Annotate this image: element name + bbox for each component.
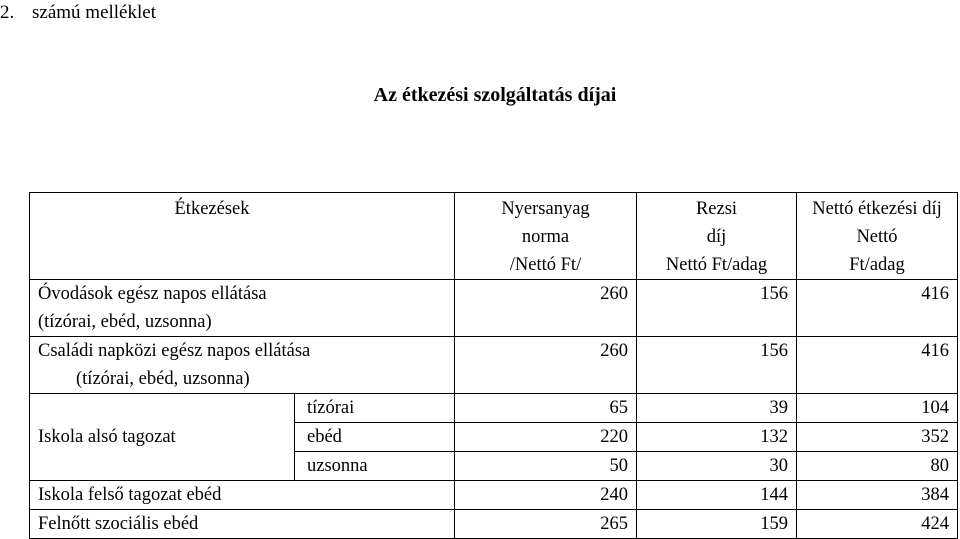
overhead-value: 39 bbox=[637, 394, 797, 423]
row-label: Felnőtt szociális ebéd bbox=[30, 510, 455, 539]
header-overhead: Rezsi díj Nettó Ft/adag bbox=[637, 193, 797, 280]
net-value: 416 bbox=[797, 280, 958, 337]
overhead-value: 156 bbox=[637, 337, 797, 394]
page-title: Az étkezési szolgáltatás díjai bbox=[373, 84, 617, 106]
table-row bbox=[30, 481, 958, 510]
row-label: Családi napközi egész napos ellátása (tízórai, ebéd, uzsonna) bbox=[30, 337, 455, 394]
fee-table bbox=[29, 192, 958, 539]
net-value: 384 bbox=[797, 481, 958, 510]
table-row bbox=[30, 337, 958, 394]
raw-value: 260 bbox=[455, 337, 637, 394]
overhead-value: 156 bbox=[637, 280, 797, 337]
overhead-value: 30 bbox=[637, 452, 797, 481]
raw-value: 220 bbox=[455, 423, 637, 452]
net-value: 416 bbox=[797, 337, 958, 394]
row-label: Iskola felső tagozat ebéd bbox=[30, 481, 455, 510]
overhead-value: 159 bbox=[637, 510, 797, 539]
header-meals: Étkezések bbox=[30, 193, 455, 280]
meal-label: ebéd bbox=[295, 423, 455, 452]
annex-text: számú melléklet bbox=[32, 2, 156, 23]
annex-heading bbox=[0, 2, 156, 24]
net-value: 352 bbox=[797, 423, 958, 452]
meal-label: tízórai bbox=[295, 394, 455, 423]
header-raw-material: Nyersanyag norma /Nettó Ft/ bbox=[455, 193, 637, 280]
table-row bbox=[30, 280, 958, 337]
lower-school-label: Iskola alsó tagozat bbox=[30, 394, 295, 481]
net-value: 80 bbox=[797, 452, 958, 481]
header-row bbox=[30, 193, 958, 280]
raw-value: 240 bbox=[455, 481, 637, 510]
table-row bbox=[30, 510, 958, 539]
row-label: Óvodások egész napos ellátása (tízórai, ebéd, uzsonna) bbox=[30, 280, 455, 337]
overhead-value: 132 bbox=[637, 423, 797, 452]
net-value: 104 bbox=[797, 394, 958, 423]
raw-value: 65 bbox=[455, 394, 637, 423]
header-net-fee: Nettó étkezési díj Nettó Ft/adag bbox=[797, 193, 958, 280]
meal-label: uzsonna bbox=[295, 452, 455, 481]
raw-value: 50 bbox=[455, 452, 637, 481]
overhead-value: 144 bbox=[637, 481, 797, 510]
raw-value: 260 bbox=[455, 280, 637, 337]
net-value: 424 bbox=[797, 510, 958, 539]
raw-value: 265 bbox=[455, 510, 637, 539]
table-row bbox=[30, 394, 958, 423]
annex-number: 2. bbox=[0, 2, 15, 23]
